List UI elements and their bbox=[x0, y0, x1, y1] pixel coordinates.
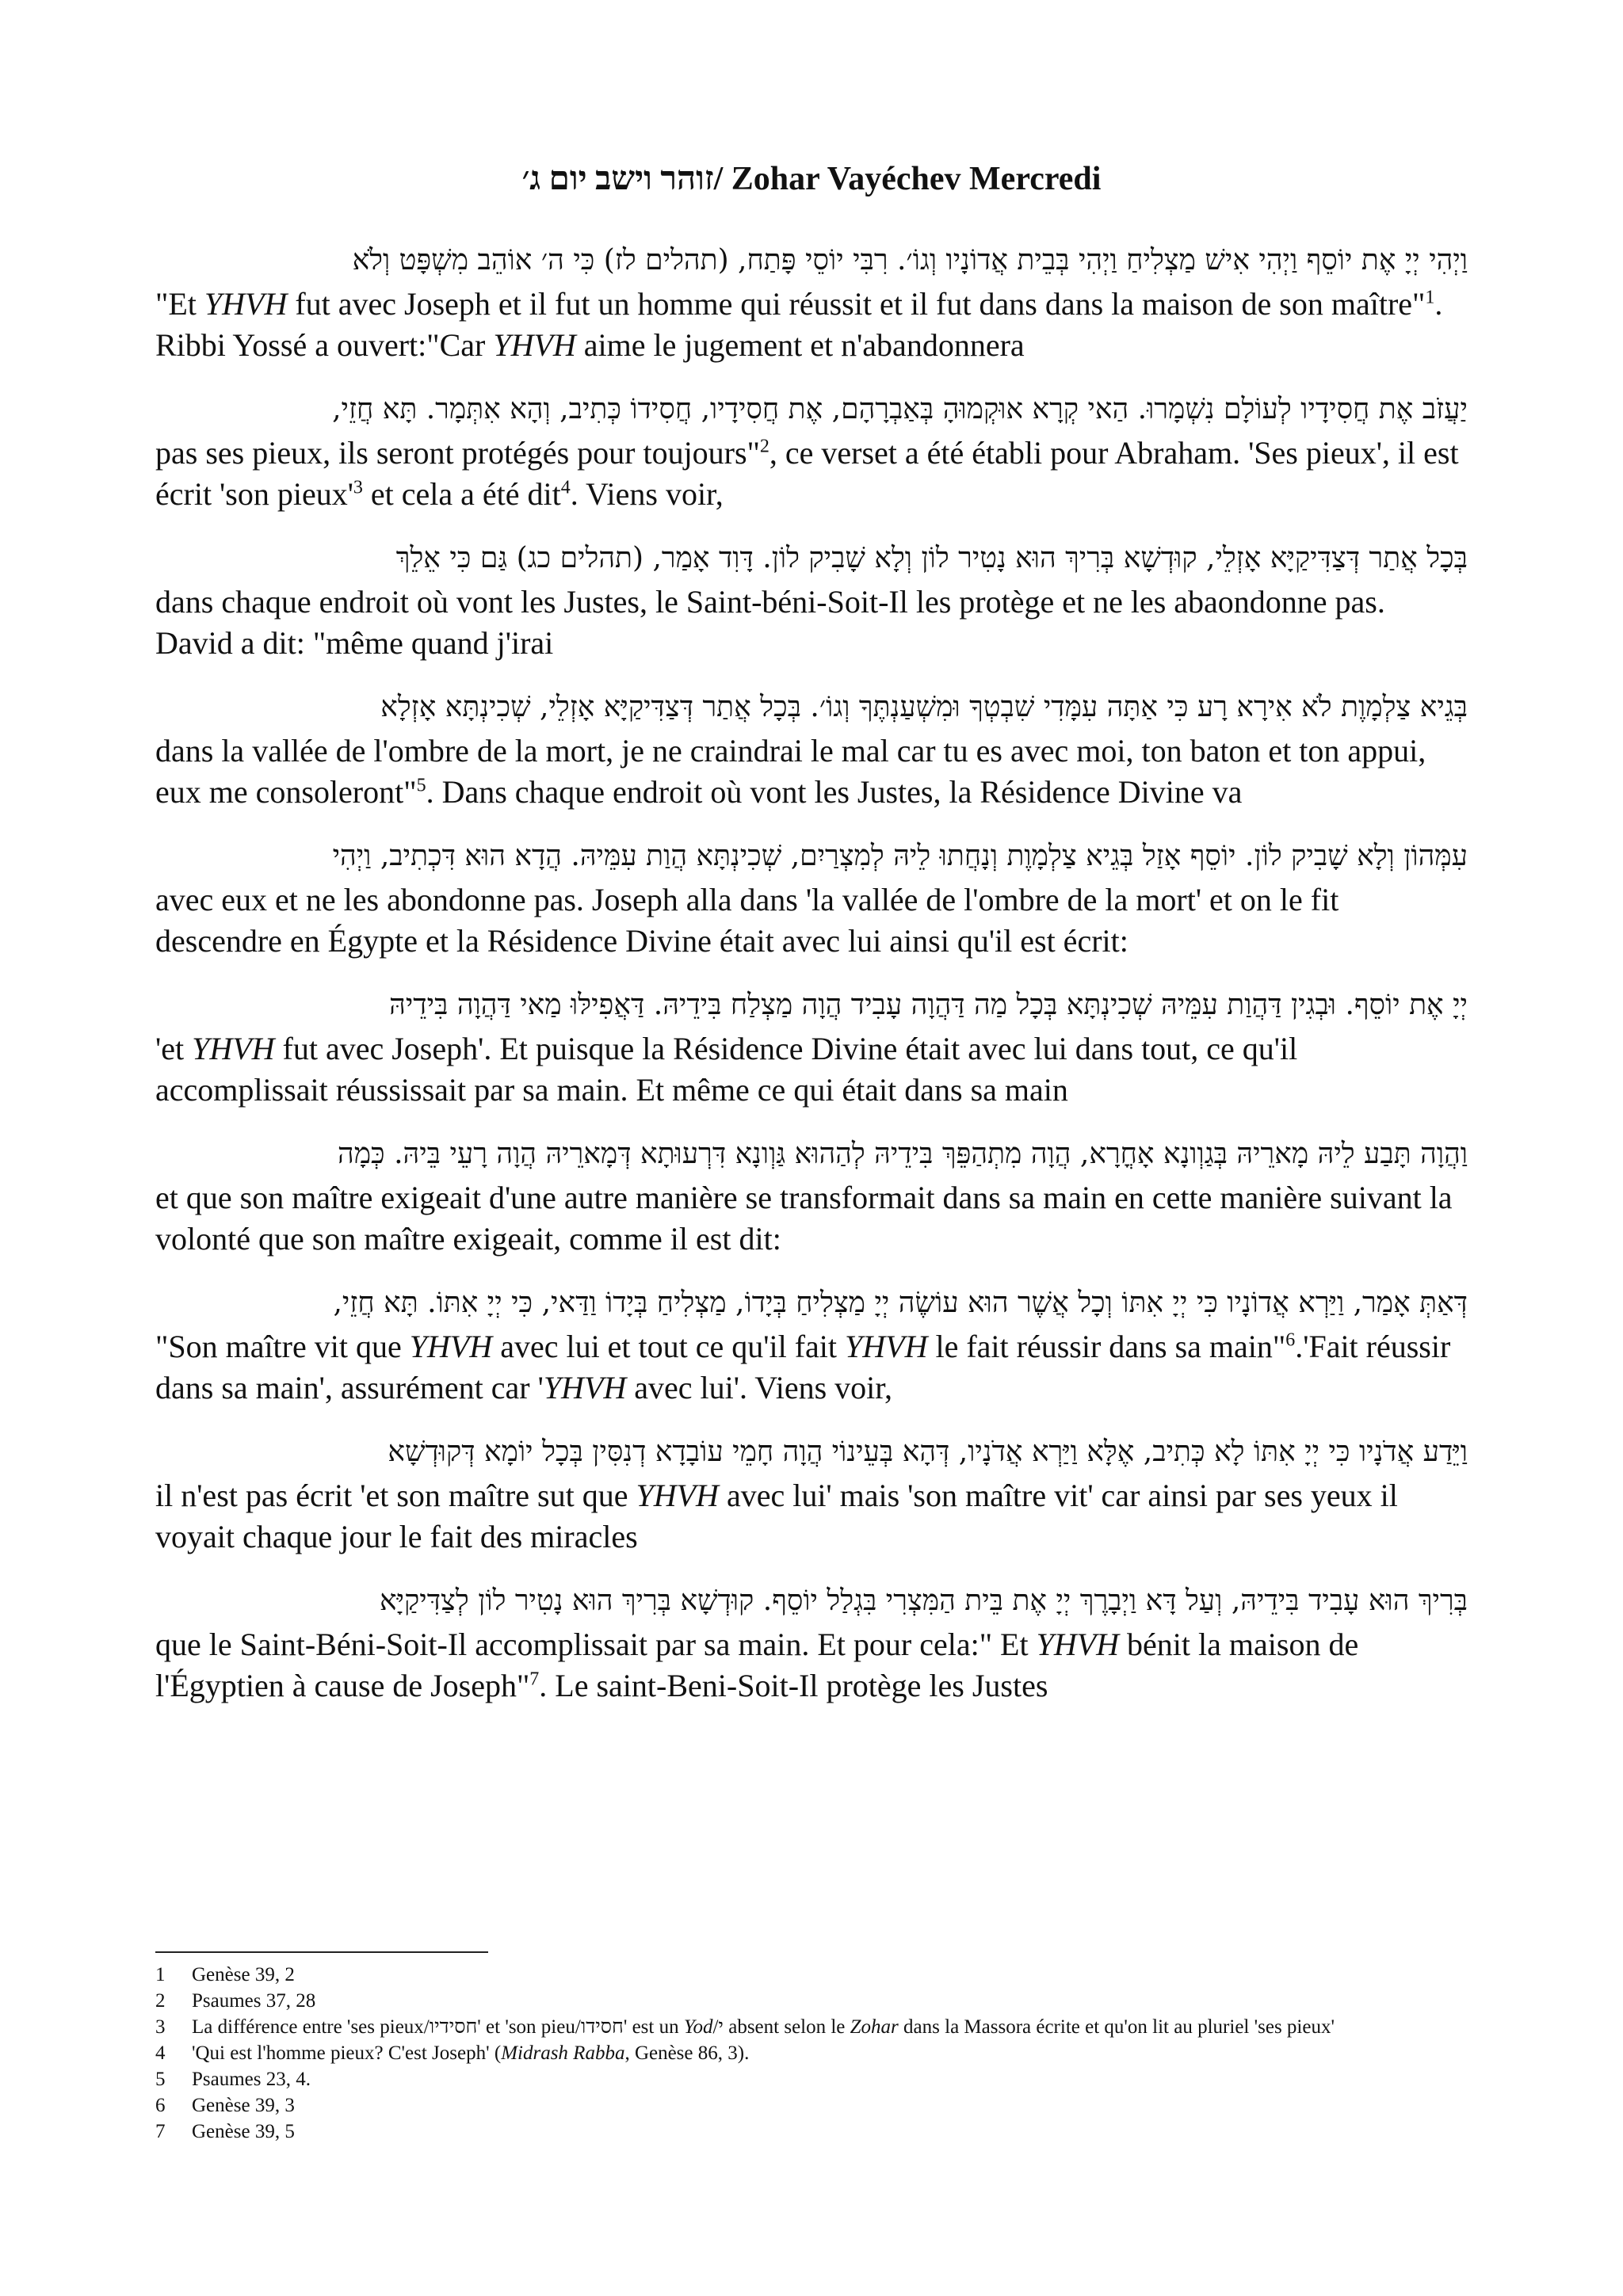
text-run: Genèse 39, 5 bbox=[192, 2121, 295, 2142]
footnote-ref: 5 bbox=[416, 775, 426, 796]
text-run: avec eux et ne les abondonne pas. Joseph alla dans 'la vallée de l'ombre de la mort' et on le fit descendre en Égypte et la Résidence Divine était avec lui ainsi qu'il est écrit: bbox=[155, 882, 1339, 959]
footnote-text bbox=[192, 2014, 1468, 2040]
page-title bbox=[0, 155, 1623, 203]
footnote-number: 3 bbox=[155, 2016, 166, 2038]
text-run: Psaumes 37, 28 bbox=[192, 1990, 316, 2012]
footnote-number: 7 bbox=[155, 2121, 166, 2142]
french-translation bbox=[155, 433, 1468, 515]
text-run: aime le jugement et n'abandonnera bbox=[575, 327, 1025, 363]
french-translation bbox=[155, 1177, 1468, 1260]
hebrew-line: בְּגֵיא צַלְמָוֶת לֹא אִירָא רָע כִּי אַתָּה עִמָּדִי שִׁבְטְךָ וּמִשְׁעַנְתֶּךָ וְגוֹ׳. בְּכָל אֲתַר דְּצַדִּיקַיָּא אָזְלֵי, שְׁכִינְתָּא אָזְלָא bbox=[380, 691, 1468, 723]
footnote-ref: 7 bbox=[529, 1669, 540, 1690]
text-run: fut avec Joseph'. Et puisque la Résidence Divine était avec lui dans tout, ce qu'il accomplissait réussissait par sa main. Et même ce qui était dans sa main bbox=[155, 1031, 1298, 1108]
title-separator: / bbox=[713, 161, 731, 197]
footnote bbox=[155, 1962, 1468, 1988]
hebrew-line: וַיֵּדַע אֲדֹנָיו כִּי יְיָ אִתּוֹ לָא כְּתִיב, אֶלָּא וַיַּרְא אֲדֹנָיו, דְּהָא בְּעֵינוֹי הֲוָה חָמֵי עוֹבָדָא דְנִסִּין בְּכָל יוֹמָא דְּקוּדְשָׁא bbox=[388, 1436, 1468, 1468]
french-translation bbox=[155, 1326, 1468, 1409]
footnote-ref: 6 bbox=[1285, 1329, 1296, 1351]
text-run: "Et bbox=[155, 286, 204, 322]
footnote-number: 4 bbox=[155, 2042, 166, 2064]
italic-text: YHVH bbox=[543, 1370, 627, 1405]
hebrew-line: דְּאַתְּ אָמַר, וַיַּרְא אֲדוֹנָיו כִּי יְיָ אִתּוֹ וְכָל אֲשֶׁר הוּא עוֹשֶׂה יְיָ מַצְלִיחַ בְּיָדוֹ, מַצְלִיחַ בְּיָדוֹ וַדַּאי, כִּי יְיָ אִתּוֹ. תָּא חֲזֵי, bbox=[333, 1287, 1468, 1319]
verse-block bbox=[155, 982, 1468, 1111]
text-run: "Son maître vit que bbox=[155, 1329, 410, 1364]
footnote bbox=[155, 2092, 1468, 2119]
footnote-number: 1 bbox=[155, 1964, 166, 1985]
verse-block bbox=[155, 1578, 1468, 1707]
footnote-text bbox=[192, 1988, 1468, 2014]
french-translation bbox=[155, 1475, 1468, 1558]
text-run: dans chaque endroit où vont les Justes, le Saint-béni-Soit-Il les protège et ne les abaondonne pas. David a dit: "même quand j'irai bbox=[155, 584, 1385, 661]
italic-text: YHVH bbox=[493, 327, 576, 363]
footnote-text bbox=[192, 2066, 1468, 2092]
verse-block bbox=[155, 387, 1468, 515]
text-run: Genèse 39, 3 bbox=[192, 2095, 295, 2116]
text-run: Genèse 39, 2 bbox=[192, 1964, 295, 1985]
italic-text: YHVH bbox=[204, 286, 288, 322]
verse-block bbox=[155, 238, 1468, 366]
text-run: pas ses pieux, ils seront protégés pour toujours" bbox=[155, 435, 760, 471]
text-run: et cela a été dit bbox=[362, 476, 561, 512]
french-translation bbox=[155, 284, 1468, 366]
document-body bbox=[155, 238, 1468, 1727]
text-run: Psaumes 23, 4. bbox=[192, 2069, 311, 2090]
footnote-text bbox=[192, 2119, 1468, 2145]
verse-block bbox=[155, 685, 1468, 813]
footnotes bbox=[155, 1962, 1468, 2145]
text-run: dans la vallée de l'ombre de la mort, je ne craindrai le mal car tu es avec moi, ton baton et ton appui, eux me consoleront" bbox=[155, 733, 1426, 810]
footnote-ref: 3 bbox=[353, 477, 363, 498]
verse-block bbox=[155, 536, 1468, 664]
text-run: il n'est pas écrit 'et son maître sut que bbox=[155, 1478, 636, 1513]
hebrew-line: וַיְהִי יְיָ אֶת יוֹסֵף וַיְהִי אִישׁ מַצְלִיחַ וַיְהִי בְּבֵית אֲדוֹנָיו וְגוֹ׳. רִבִּי יוֹסֵי פָּתַח, (תהלים לז) כִּי ה׳ אוֹהֵב מִשְׁפָּט וְלֹא bbox=[352, 244, 1468, 277]
text-run: avec lui' mais 'son maître vit' car ainsi par ses yeux il voyait chaque jour le fait des miracles bbox=[155, 1478, 1398, 1554]
text-run: , ce verset a été établi pour Abraham. 'Ses pieux', il est écrit 'son pieux' bbox=[155, 435, 1459, 512]
footnote bbox=[155, 2119, 1468, 2145]
footnote-ref: 2 bbox=[759, 436, 769, 457]
text-run: 'et bbox=[155, 1031, 193, 1066]
italic-text: YHVH bbox=[409, 1329, 493, 1364]
french-translation bbox=[155, 1624, 1468, 1707]
text-run: 'Qui est l'homme pieux? C'est Joseph' ( bbox=[192, 2042, 502, 2064]
french-translation bbox=[155, 730, 1468, 813]
hebrew-line: וַהֲוָה תָּבַע לֵיהּ מָארֵיהּ בְּגַוְונָא אָחֳרָא, הֲוָה מִתְהַפֵּךְ בִּידֵיהּ לְהַהוּא גַּוְונָא דִּרְעוּתָא דְּמָארֵיהּ הֲוָה רָעֵי בֵּיהּ. כְּמָה bbox=[337, 1138, 1468, 1170]
footnote-number: 6 bbox=[155, 2095, 166, 2116]
hebrew-line: יַעֲזֹב אֶת חֲסִידָיו לְעוֹלָם נִשְׁמָרוּ. הַאי קְרָא אוּקְמוּהָ בְּאַבְרָהָם, אֶת חֲסִידָיו, חֲסִידוֹ כְּתִיב, וְהָא אִתְּמָר. תָּא חֲזֵי, bbox=[332, 393, 1468, 425]
footnote-number: 5 bbox=[155, 2069, 166, 2090]
text-run: bénit la maison de l'Égyptien à cause de Joseph" bbox=[155, 1627, 1359, 1703]
italic-text: YHVH bbox=[845, 1329, 928, 1364]
text-run: avec lui'. Viens voir, bbox=[626, 1370, 892, 1405]
footnote-ref: 1 bbox=[1425, 287, 1435, 308]
text-run: dans la Massora écrite et qu'on lit au pluriel 'ses pieux' bbox=[898, 2016, 1335, 2038]
french-translation bbox=[155, 582, 1468, 664]
text-run: .'Fait réussir dans sa main', assurément car ' bbox=[155, 1329, 1451, 1405]
text-run: et que son maître exigeait d'une autre manière se transformait dans sa main en cette manière suivant la volonté que son maître exigeait, comme il est dit: bbox=[155, 1180, 1453, 1257]
footnote-text bbox=[192, 1962, 1468, 1988]
footnote-text bbox=[192, 2040, 1468, 2066]
text-run: . Ribbi Yossé a ouvert:"Car bbox=[155, 286, 1443, 363]
text-run: avec lui et tout ce qu'il fait bbox=[492, 1329, 846, 1364]
text-run: que le Saint-Béni-Soit-Il accomplissait par sa main. Et pour cela:" Et bbox=[155, 1627, 1037, 1662]
text-run: . Viens voir, bbox=[570, 476, 724, 512]
hebrew-line: יְיָ אֶת יוֹסֵף. וּבְגִין דַּהֲוַת עִמֵּיהּ שְׁכִינְתָּא בְּכָל מַה דַּהֲוָה עָבִיד הֲוָה מַצְלַח בִּידֵיהּ. דַּאֲפִילּוּ מַאי דַּהֲוָה בִּידֵיהּ bbox=[389, 989, 1468, 1021]
text-run: fut avec Joseph et il fut un homme qui réussit et il fut dans dans la maison de son maître" bbox=[287, 286, 1426, 322]
footnote bbox=[155, 2066, 1468, 2092]
hebrew-line: עִמְּהוֹן וְלָא שָׁבִיק לוֹן. יוֹסֵף אָזַל בְּגֵיא צַלְמָוֶת וְנָחֲתוּ לֵיהּ לְמִצְרַיִם, שְׁכִינְתָּא הֲוַת עִמֵּיהּ. הֲדָא הוּא דִּכְתִיב, וַיְהִי bbox=[332, 840, 1468, 872]
italic-text: YHVH bbox=[192, 1031, 275, 1066]
text-run: , Genèse 86, 3). bbox=[624, 2042, 750, 2064]
footnote-text bbox=[192, 2092, 1468, 2119]
italic-text: YHVH bbox=[636, 1478, 719, 1513]
title-latin: Zohar Vayéchev Mercredi bbox=[731, 161, 1102, 197]
verse-block bbox=[155, 1131, 1468, 1260]
hebrew-line: בְּרִיךְ הוּא עָבִיד בִּידֵיהּ, וְעַל דָּא וַיְבָרֶךְ יְיָ אֶת בֵּית הַמִּצְרִי בִּגְלַל יוֹסֵף. קוּדְשָׁא בְּרִיךְ הוּא נָטִיר לוֹן לְצַדִּיקַיָּא bbox=[379, 1585, 1468, 1617]
french-translation bbox=[155, 879, 1468, 962]
french-translation bbox=[155, 1028, 1468, 1111]
italic-text: Yod bbox=[683, 2016, 713, 2038]
verse-block bbox=[155, 833, 1468, 962]
text-run: le fait réussir dans sa main" bbox=[927, 1329, 1286, 1364]
footnote bbox=[155, 2040, 1468, 2066]
footnote-number: 2 bbox=[155, 1990, 166, 2012]
footnote bbox=[155, 1988, 1468, 2014]
text-run: . Dans chaque endroit où vont les Justes, la Résidence Divine va bbox=[426, 774, 1243, 810]
italic-text: Midrash Rabba bbox=[501, 2042, 625, 2064]
hebrew-line: בְּכָל אֲתַר דְּצַדִּיקַיָּא אָזְלֵי, קוּדְשָׁא בְּרִיךְ הוּא נָטִיר לוֹן וְלָא שָׁבִיק לוֹן. דָּוִד אָמַר, (תהלים כג) גַּם כִּי אֵלֵךְ bbox=[395, 542, 1468, 574]
text-run: . Le saint-Beni-Soit-Il protège les Justes bbox=[539, 1668, 1048, 1703]
footnote bbox=[155, 2014, 1468, 2040]
verse-block bbox=[155, 1429, 1468, 1558]
italic-text: YHVH bbox=[1036, 1627, 1120, 1662]
text-run: /י absent selon le bbox=[712, 2016, 850, 2038]
footnote-ref: 4 bbox=[560, 477, 571, 498]
text-run: La différence entre 'ses pieux/חסידיו' et 'son pieu/חסידו' est un bbox=[192, 2016, 684, 2038]
footnote-separator bbox=[155, 1951, 488, 1953]
title-hebrew: זוהר וישב יום ג׳ bbox=[521, 161, 714, 197]
italic-text: Zohar bbox=[850, 2016, 899, 2038]
verse-block bbox=[155, 1280, 1468, 1409]
